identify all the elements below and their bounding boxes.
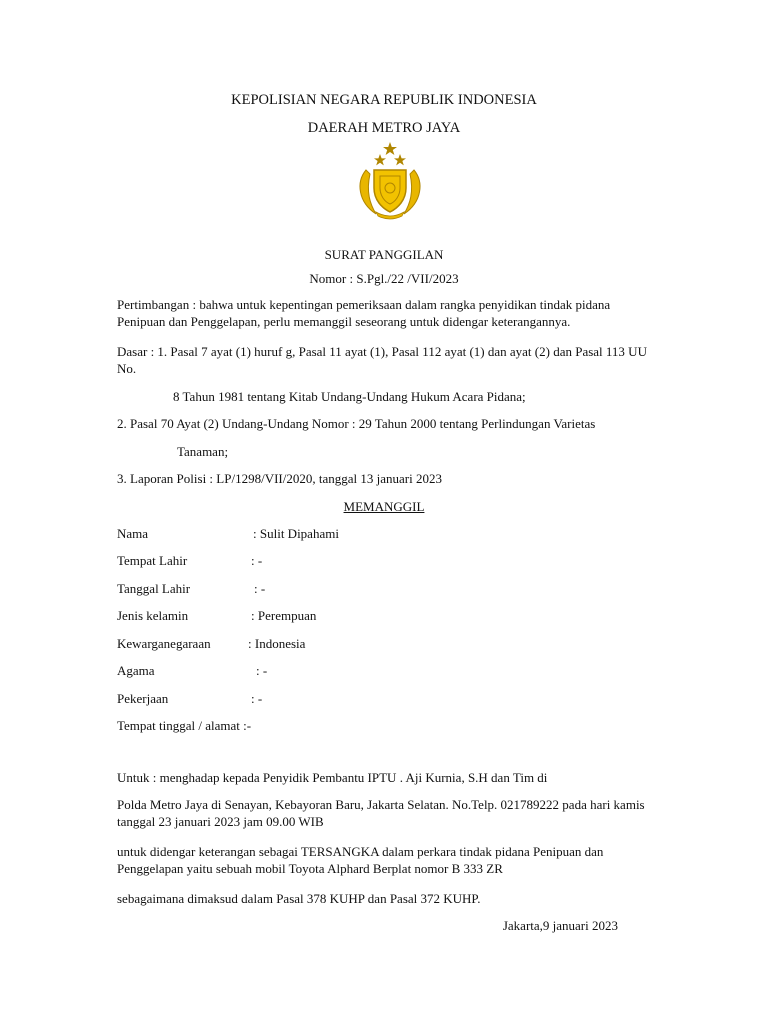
- identity-value-kewarganegaraan: : Indonesia: [248, 636, 306, 651]
- identity-value-tempat-lahir: : -: [251, 553, 263, 568]
- place-date: Jakarta,9 januari 2023: [502, 918, 618, 933]
- pertimbangan-paragraph: Pertimbangan : bahwa untuk kepentingan pemeriksaan dalam rangka penyidikan tindak pidana Penipuan dan Penggelapan, perlu memanggil seseorang untuk didengar keterangannya.: [117, 297, 611, 329]
- police-emblem-icon: [352, 140, 428, 220]
- lokasi-paragraph: Polda Metro Jaya di Senayan, Kebayoran Baru, Jakarta Selatan. No.Telp. 021789222 pada hari kamis tanggal 23 januari 2023 jam 09.00 WIB: [117, 797, 645, 829]
- identity-value-tanggal-lahir: : -: [254, 581, 266, 596]
- star-icon: [394, 154, 406, 165]
- header-institution: KEPOLISIAN NEGARA REPUBLIK INDONESIA: [231, 92, 537, 108]
- identity-label-tanggal-lahir: Tanggal Lahir: [117, 581, 191, 596]
- dasar-point-1-continued: 8 Tahun 1981 tentang Kitab Undang-Undang Hukum Acara Pidana;: [173, 389, 526, 404]
- dasar-point-3: 3. Laporan Polisi : LP/1298/VII/2020, tanggal 13 januari 2023: [117, 471, 442, 486]
- letter-title: SURAT PANGGILAN: [324, 247, 444, 262]
- identity-label-pekerjaan: Pekerjaan: [117, 691, 169, 706]
- dasar-point-1: Dasar : 1. Pasal 7 ayat (1) huruf g, Pasal 11 ayat (1), Pasal 112 ayat (1) dan ayat (2) dan Pasal 113 UU No.: [117, 344, 647, 376]
- identity-label-tempat-lahir: Tempat Lahir: [117, 553, 188, 568]
- identity-value-nama: : Sulit Dipahami: [253, 526, 339, 541]
- letter-number: Nomor : S.Pgl./22 /VII/2023: [309, 271, 459, 286]
- keterangan-paragraph: untuk didengar keterangan sebagai TERSANGKA dalam perkara tindak pidana Penipuan dan Penggelapan yaitu sebuah mobil Toyota Alphard Berplat nomor B 333 ZR: [117, 844, 604, 876]
- pasal-paragraph: sebagaimana dimaksud dalam Pasal 378 KUHP dan Pasal 372 KUHP.: [117, 891, 481, 906]
- identity-label-nama: Nama: [117, 526, 149, 541]
- identity-value-agama: : -: [256, 663, 268, 678]
- star-icon: [383, 142, 397, 155]
- header-region: DAERAH METRO JAYA: [307, 120, 461, 136]
- star-icon: [374, 154, 386, 165]
- identity-label-agama: Agama: [117, 663, 155, 678]
- dasar-point-2: 2. Pasal 70 Ayat (2) Undang-Undang Nomor : 29 Tahun 2000 tentang Perlindungan Varietas: [117, 416, 596, 431]
- identity-value-jenis-kelamin: : Perempuan: [251, 608, 317, 623]
- dasar-point-2-continued: Tanaman;: [177, 444, 229, 459]
- identity-label-kewarganegaraan: Kewarganegaraan: [117, 636, 211, 651]
- identity-label-jenis-kelamin: Jenis kelamin: [117, 608, 189, 623]
- memanggil-heading: MEMANGGIL: [343, 499, 425, 514]
- untuk-paragraph: Untuk : menghadap kepada Penyidik Pembantu IPTU . Aji Kurnia, S.H dan Tim di: [117, 770, 548, 785]
- identity-value-pekerjaan: : -: [251, 691, 263, 706]
- identity-label-alamat: Tempat tinggal / alamat :-: [117, 718, 252, 733]
